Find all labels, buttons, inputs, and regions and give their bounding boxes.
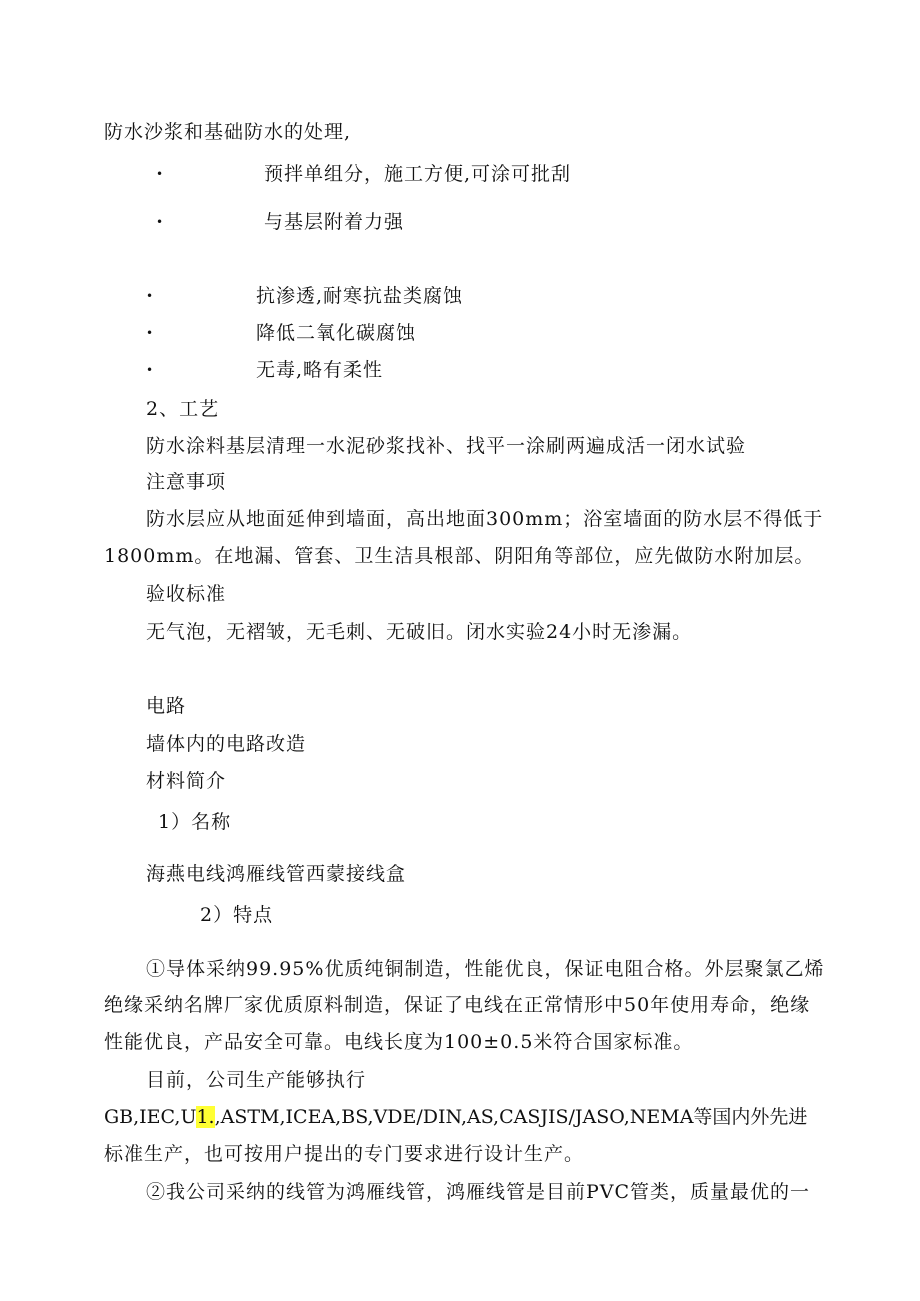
- circuit-heading: 电路: [146, 695, 187, 717]
- material-heading: 材料简介: [146, 770, 227, 792]
- bullet-dot: •: [146, 326, 154, 340]
- acceptance-text: 无气泡，无褶皱，无毛刺、无破旧。闭水实验24小时无渗漏。: [146, 621, 693, 643]
- feature-paragraph2-line1: 目前，公司生产能够执行: [146, 1069, 367, 1091]
- feature-paragraph1-line3: 性能优良，产品安全可靠。电线长度为100±0.5米符合国家标准。: [104, 1031, 694, 1053]
- circuit-subheading: 墙体内的电路改造: [146, 733, 307, 755]
- feature-paragraph2-line3: 标准生产，也可按用户提出的专门要求进行设计生产。: [104, 1143, 585, 1165]
- feature-paragraph1-line1: ①导体采纳99.95%优质纯铜制造，性能优良，保证电阻合格。外层聚氯乙烯: [146, 958, 825, 980]
- feature-paragraph1-line2: 绝缘采纳名牌厂家优质原料制造，保证了电线在正常情形中50年使用寿命，绝缘: [104, 994, 811, 1016]
- notes-heading: 注意事项: [146, 471, 227, 493]
- bullet-item: 预拌单组分，施工方便,可涂可批刮: [264, 163, 572, 185]
- bullet-item: 抗渗透,耐寒抗盐类腐蚀: [256, 285, 464, 307]
- name-text: 海燕电线鸿雁线管西蒙接线盒: [146, 863, 407, 885]
- intro-text: 防水沙浆和基础防水的处理,: [104, 121, 352, 143]
- bullet-dot: •: [156, 215, 164, 229]
- acceptance-heading: 验收标准: [146, 583, 227, 605]
- process-heading: 2、工艺: [146, 398, 220, 420]
- bullet-item: 降低二氧化碳腐蚀: [256, 322, 417, 344]
- bullet-dot: •: [156, 167, 164, 181]
- highlighted-text: 1.: [196, 1106, 215, 1128]
- bullet-dot: •: [146, 289, 154, 303]
- feature-heading: 2）特点: [200, 904, 274, 926]
- standards-text-end: ,ASTM,ICEA,BS,VDE/DIN,AS,CASJIS/JASO,NEMA等国内外先进: [214, 1106, 808, 1128]
- bullet-item: 与基层附着力强: [264, 211, 405, 233]
- bullet-dot: •: [146, 363, 154, 377]
- bullet-item: 无毒,略有柔性: [256, 359, 384, 381]
- process-text: 防水涂料基层清理一水泥砂浆找补、找平一涂刷两遍成活一闭水试验: [146, 435, 747, 457]
- notes-text-line1: 防水层应从地面延伸到墙面，高出地面300mm；浴室墙面的防水层不得低于: [146, 508, 824, 530]
- standards-text-start: GB,IEC,U: [104, 1106, 197, 1128]
- standards-line: [104, 1105, 807, 1129]
- feature-paragraph3-line1: ②我公司采纳的线管为鸿雁线管，鸿雁线管是目前PVC管类，质量最优的一: [146, 1181, 811, 1203]
- notes-text-line2: 1800mm。在地漏、管套、卫生洁具根部、阴阳角等部位，应先做防水附加层。: [104, 545, 815, 567]
- name-heading: 1）名称: [158, 811, 232, 833]
